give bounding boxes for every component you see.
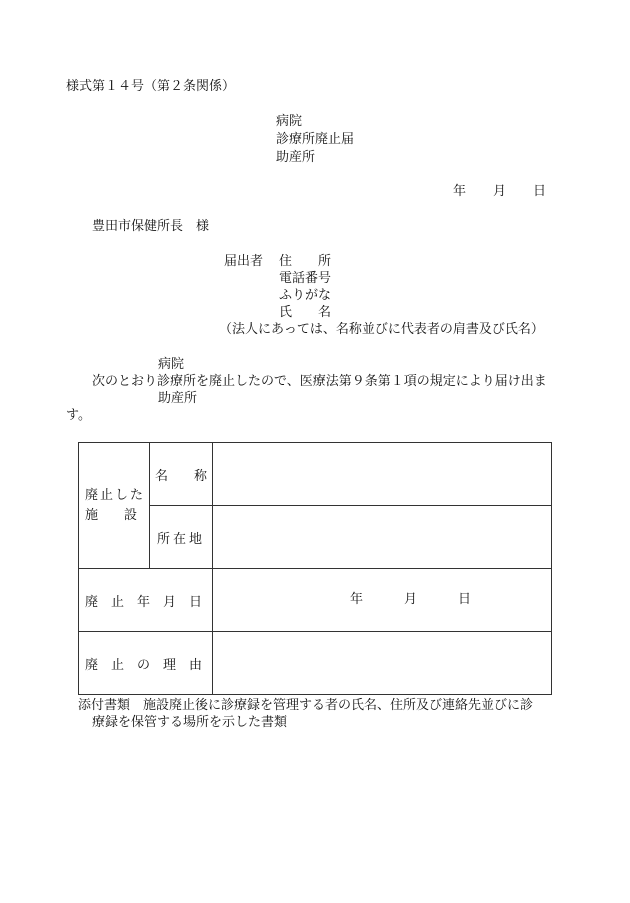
title-main: 診療所廃止届 [276, 132, 355, 147]
facility-name-label: 名 称 [154, 468, 207, 484]
closure-reason-value-cell[interactable] [213, 632, 552, 695]
date-month-label: 月 [493, 184, 507, 199]
applicant-label: 届出者 [224, 254, 264, 269]
closure-date-day: 日 [458, 592, 472, 607]
addressee: 豊田市保健所長 様 [92, 219, 210, 234]
attachments-line1: 添付書類 施設廃止後に診療録を管理する者の氏名、住所及び連絡先並びに診 [78, 698, 534, 713]
closure-form-table [78, 442, 552, 695]
facility-location-label-cell [150, 506, 213, 569]
phone-label: 電話番号 [279, 271, 332, 286]
body-text-line2: す。 [66, 408, 91, 423]
closure-date-year: 年 [350, 592, 364, 607]
facility-name-value-cell[interactable] [213, 443, 552, 506]
closure-reason-label: 廃 止 の 理 由 [85, 657, 203, 673]
facility-location-value-cell[interactable] [213, 506, 552, 569]
closed-facility-label-line1: 廃止した [85, 487, 146, 503]
date-year-label: 年 [453, 184, 467, 199]
facility-location-label: 所在地 [156, 531, 205, 547]
closure-date-label: 廃 止 年 月 日 [85, 594, 203, 610]
body-option-midwifery: 助産所 [158, 391, 198, 406]
attachments-line2: 療録を保管する場所を示した書類 [92, 715, 288, 730]
name-label: 氏 名 [279, 305, 332, 320]
closure-date-label-cell [79, 569, 213, 632]
closed-facility-label-line2: 施 設 [85, 507, 138, 523]
closure-reason-label-cell [79, 632, 213, 695]
corporation-note: （法人にあっては、名称並びに代表者の肩書及び氏名） [219, 322, 544, 337]
facility-name-label-cell [150, 443, 213, 506]
title-option-hospital: 病院 [276, 114, 303, 129]
body-text-line1: 次のとおり診療所を廃止したので、医療法第９条第１項の規定により届け出ま [92, 374, 547, 389]
closure-date-month: 月 [404, 592, 418, 607]
form-number: 様式第１４号（第２条関係） [66, 79, 236, 94]
body-option-hospital: 病院 [158, 357, 185, 372]
closed-facility-label-cell [79, 443, 150, 569]
address-label: 住 所 [279, 254, 332, 269]
furigana-label: ふりがな [279, 288, 332, 303]
closure-date-value-cell[interactable] [213, 569, 552, 632]
date-day-label: 日 [533, 184, 547, 199]
title-option-midwifery: 助産所 [276, 150, 316, 165]
